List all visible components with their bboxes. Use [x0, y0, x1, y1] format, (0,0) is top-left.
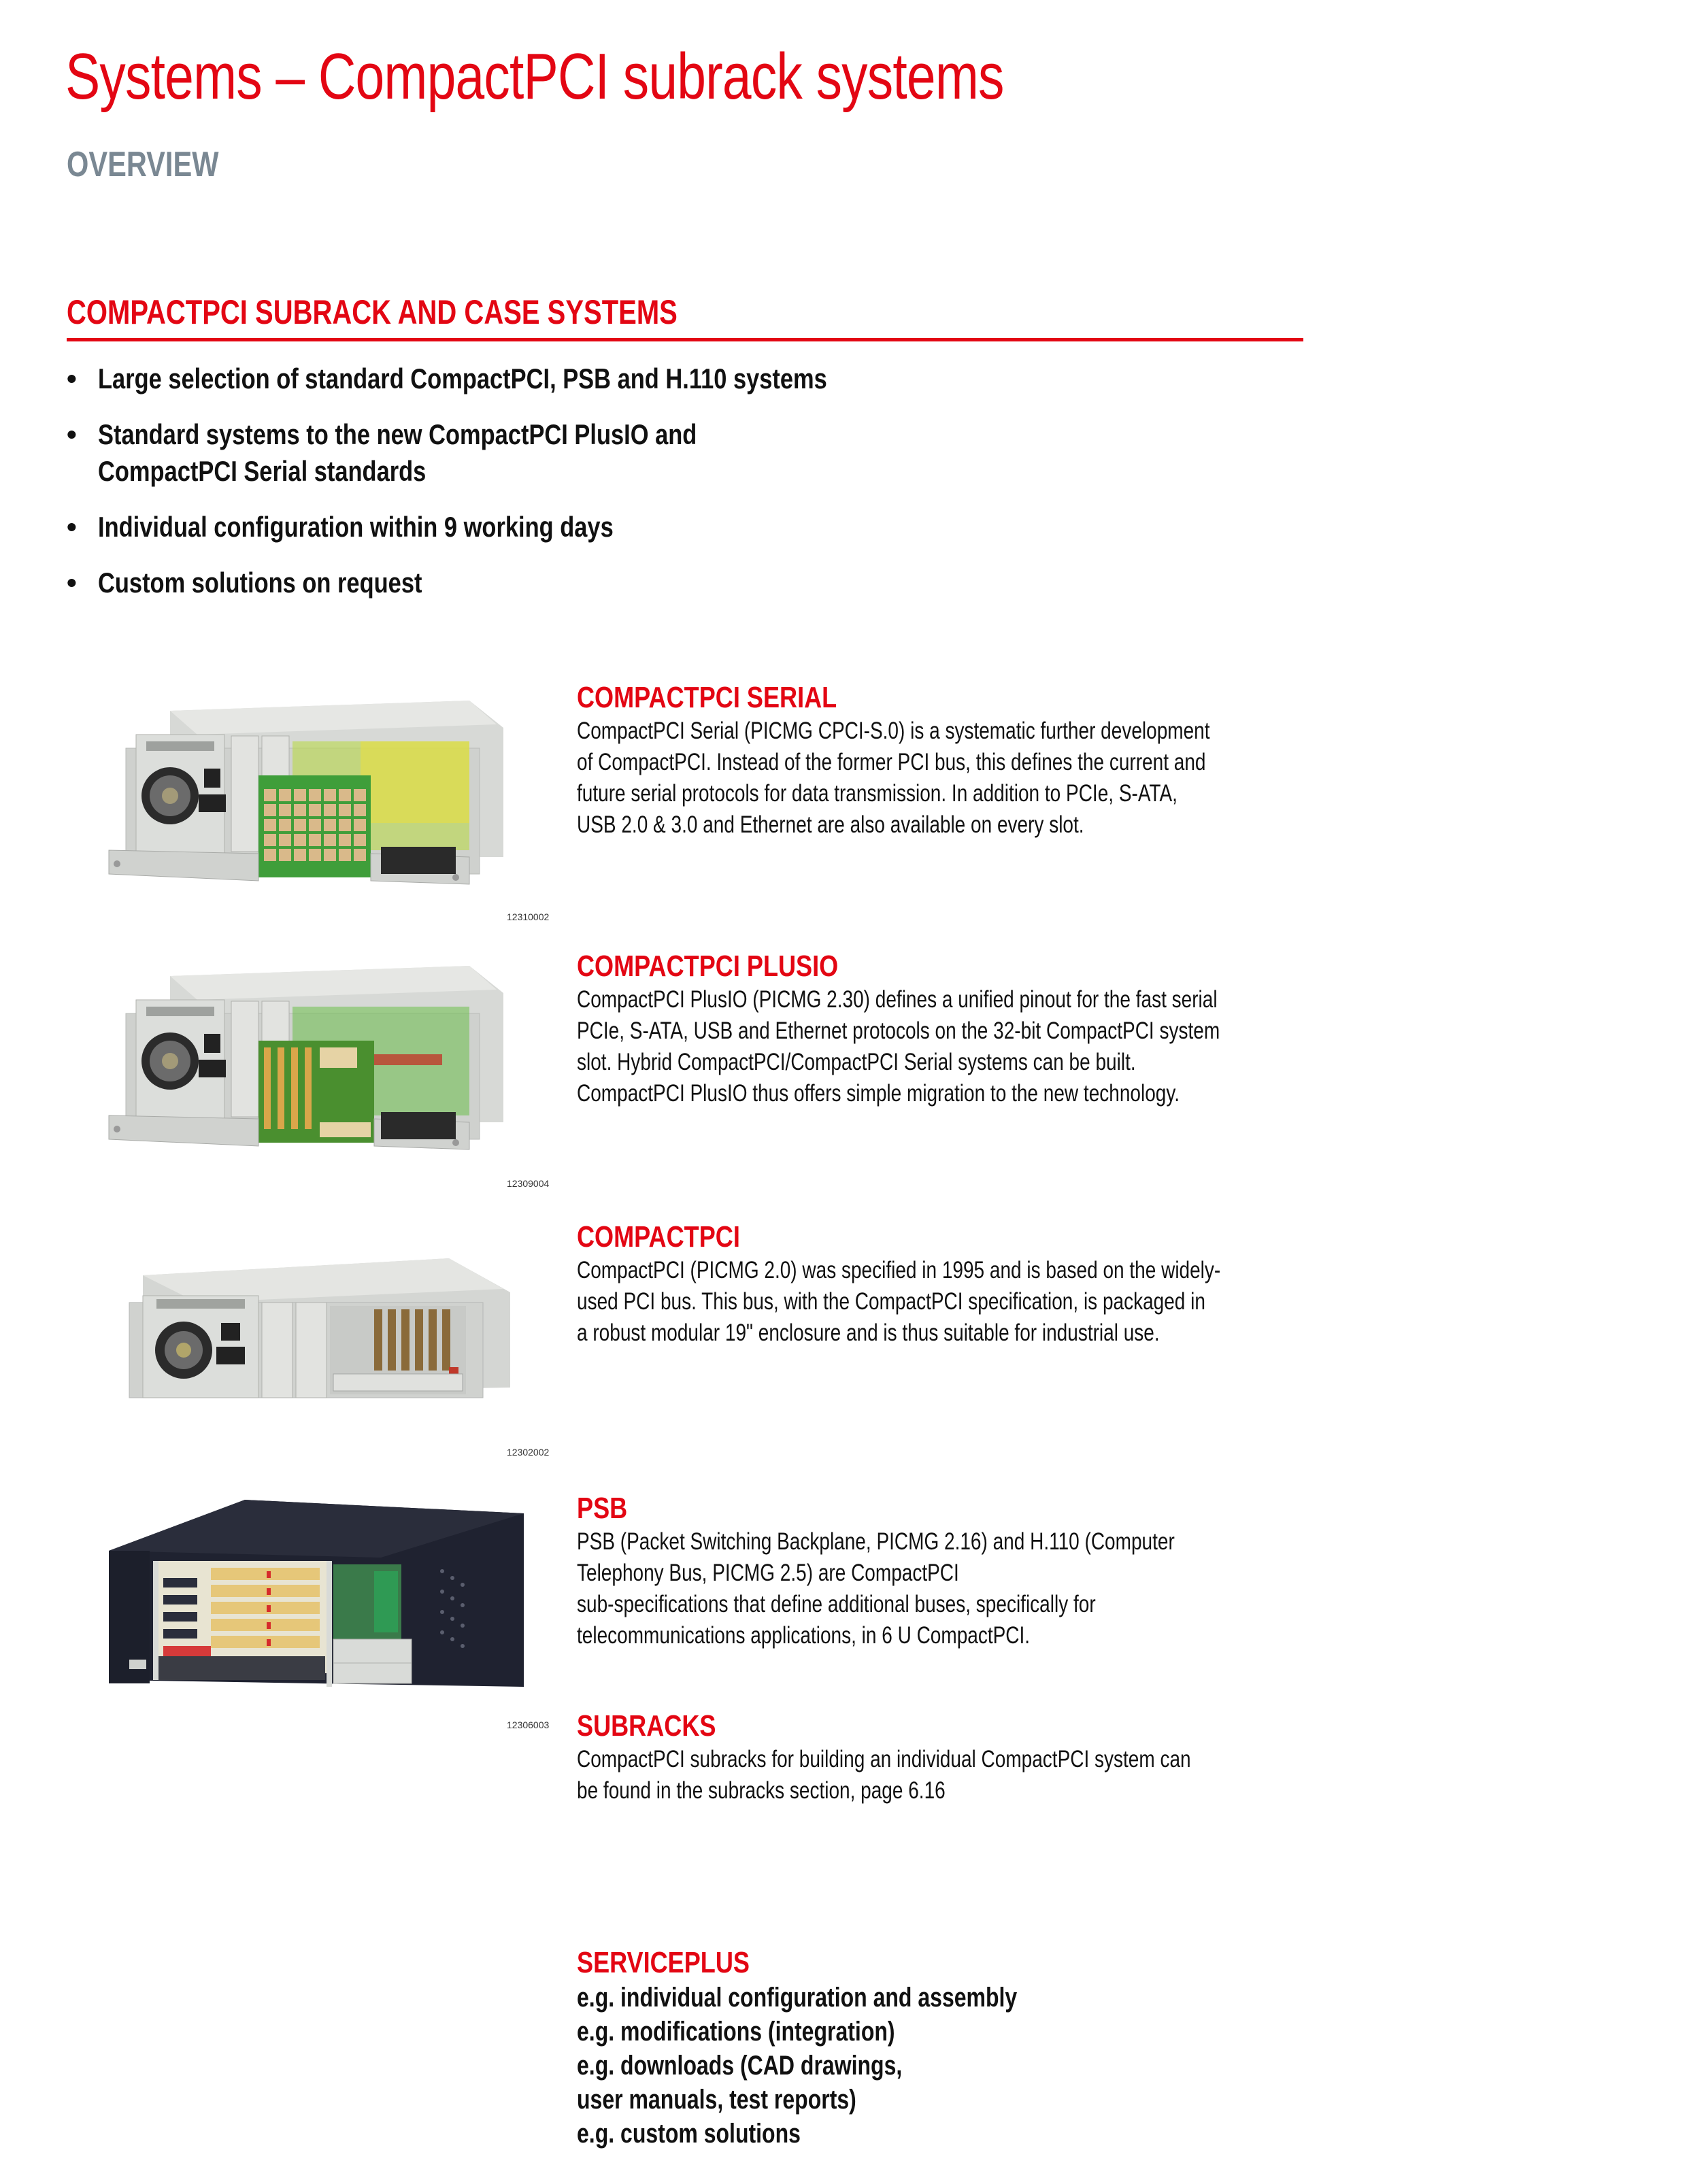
- serviceplus-title: SERVICEPLUS: [577, 1946, 750, 1979]
- product-block-compactpci-serial: [577, 680, 1339, 841]
- feature-item: • Individual configuration within 9 working days: [67, 509, 987, 545]
- serviceplus-item: user manuals, test reports): [577, 2085, 856, 2115]
- serviceplus-item: e.g. custom solutions: [577, 2119, 801, 2149]
- serviceplus-block: [577, 1945, 1127, 2151]
- product-title: PSB: [577, 1492, 628, 1525]
- image-code: 12310002: [507, 911, 550, 922]
- product-description: PSB (Packet Switching Backplane, PICMG 2.16) and H.110 (Computer Telephony Bus, PICMG 2.5) are CompactPCI sub-specifications that define additional buses, specifically for telecommunications applications, in 6 U CompactPCI.: [577, 1528, 1175, 1649]
- product-title: COMPACTPCI: [577, 1220, 740, 1254]
- image-code: 12306003: [507, 1719, 550, 1730]
- product-title: SUBRACKS: [577, 1709, 716, 1743]
- product-block-subracks: [577, 1709, 1339, 1807]
- page-title: Systems – CompactPCI subrack systems: [65, 40, 1004, 113]
- feature-list: [67, 360, 987, 620]
- product-block-compactpci: [577, 1220, 1339, 1349]
- feature-item: • Custom solutions on request: [67, 565, 987, 601]
- bullet-icon: •: [67, 363, 77, 394]
- bullet-icon: •: [67, 567, 77, 599]
- product-description: CompactPCI subracks for building an individual CompactPCI system can be found in the subracks section, page 6.16: [577, 1746, 1191, 1804]
- product-title: COMPACTPCI PLUSIO: [577, 950, 839, 983]
- product-description: CompactPCI (PICMG 2.0) was specified in 1995 and is based on the widely- used PCI bus. This bus, with the CompactPCI specification, is packaged in a robust modular 19" enclosure and is thus suitable for industrial use.: [577, 1257, 1221, 1346]
- product-title: COMPACTPCI SERIAL: [577, 681, 837, 714]
- bullet-icon: •: [67, 511, 77, 543]
- product-description: CompactPCI PlusIO (PICMG 2.30) defines a unified pinout for the fast serial PCIe, S-ATA, USB and Ethernet protocols on the 32-bit CompactPCI system slot. Hybrid CompactPCI/CompactPCI Serial systems can be built. CompactPCI PlusIO thus offers simple migration to the new technology.: [577, 986, 1220, 1107]
- product-image-compactpci-plusio: [88, 952, 531, 1156]
- serviceplus-item: e.g. individual configuration and assembly: [577, 1983, 1018, 2013]
- serviceplus-item: e.g. downloads (CAD drawings,: [577, 2051, 903, 2081]
- serviceplus-item: e.g. modifications (integration): [577, 2017, 895, 2047]
- page-subtitle: OVERVIEW: [67, 145, 219, 184]
- product-description: CompactPCI Serial (PICMG CPCI-S.0) is a systematic further development of CompactPCI. Instead of the former PCI bus, this defines the current and future serial protocols for data transmission. In addition to PCIe, S-ATA, USB 2.0 & 3.0 and Ethernet are also available on every slot.: [577, 718, 1210, 838]
- feature-item: • Large selection of standard CompactPCI, PSB and H.110 systems: [67, 360, 987, 397]
- section-heading: COMPACTPCI SUBRACK AND CASE SYSTEMS: [67, 293, 678, 331]
- product-image-psb: [88, 1483, 531, 1700]
- product-image-compactpci-serial: [88, 687, 531, 891]
- image-code: 12309004: [507, 1178, 550, 1189]
- bullet-icon: •: [67, 418, 77, 450]
- product-block-compactpci-plusio: [577, 949, 1339, 1109]
- image-code: 12302002: [507, 1447, 550, 1458]
- section-divider: [67, 338, 1303, 341]
- feature-item: • Standard systems to the new CompactPCI PlusIO and CompactPCI Serial standards: [67, 416, 987, 490]
- product-image-compactpci: [88, 1238, 531, 1415]
- product-block-psb: [577, 1491, 1339, 1651]
